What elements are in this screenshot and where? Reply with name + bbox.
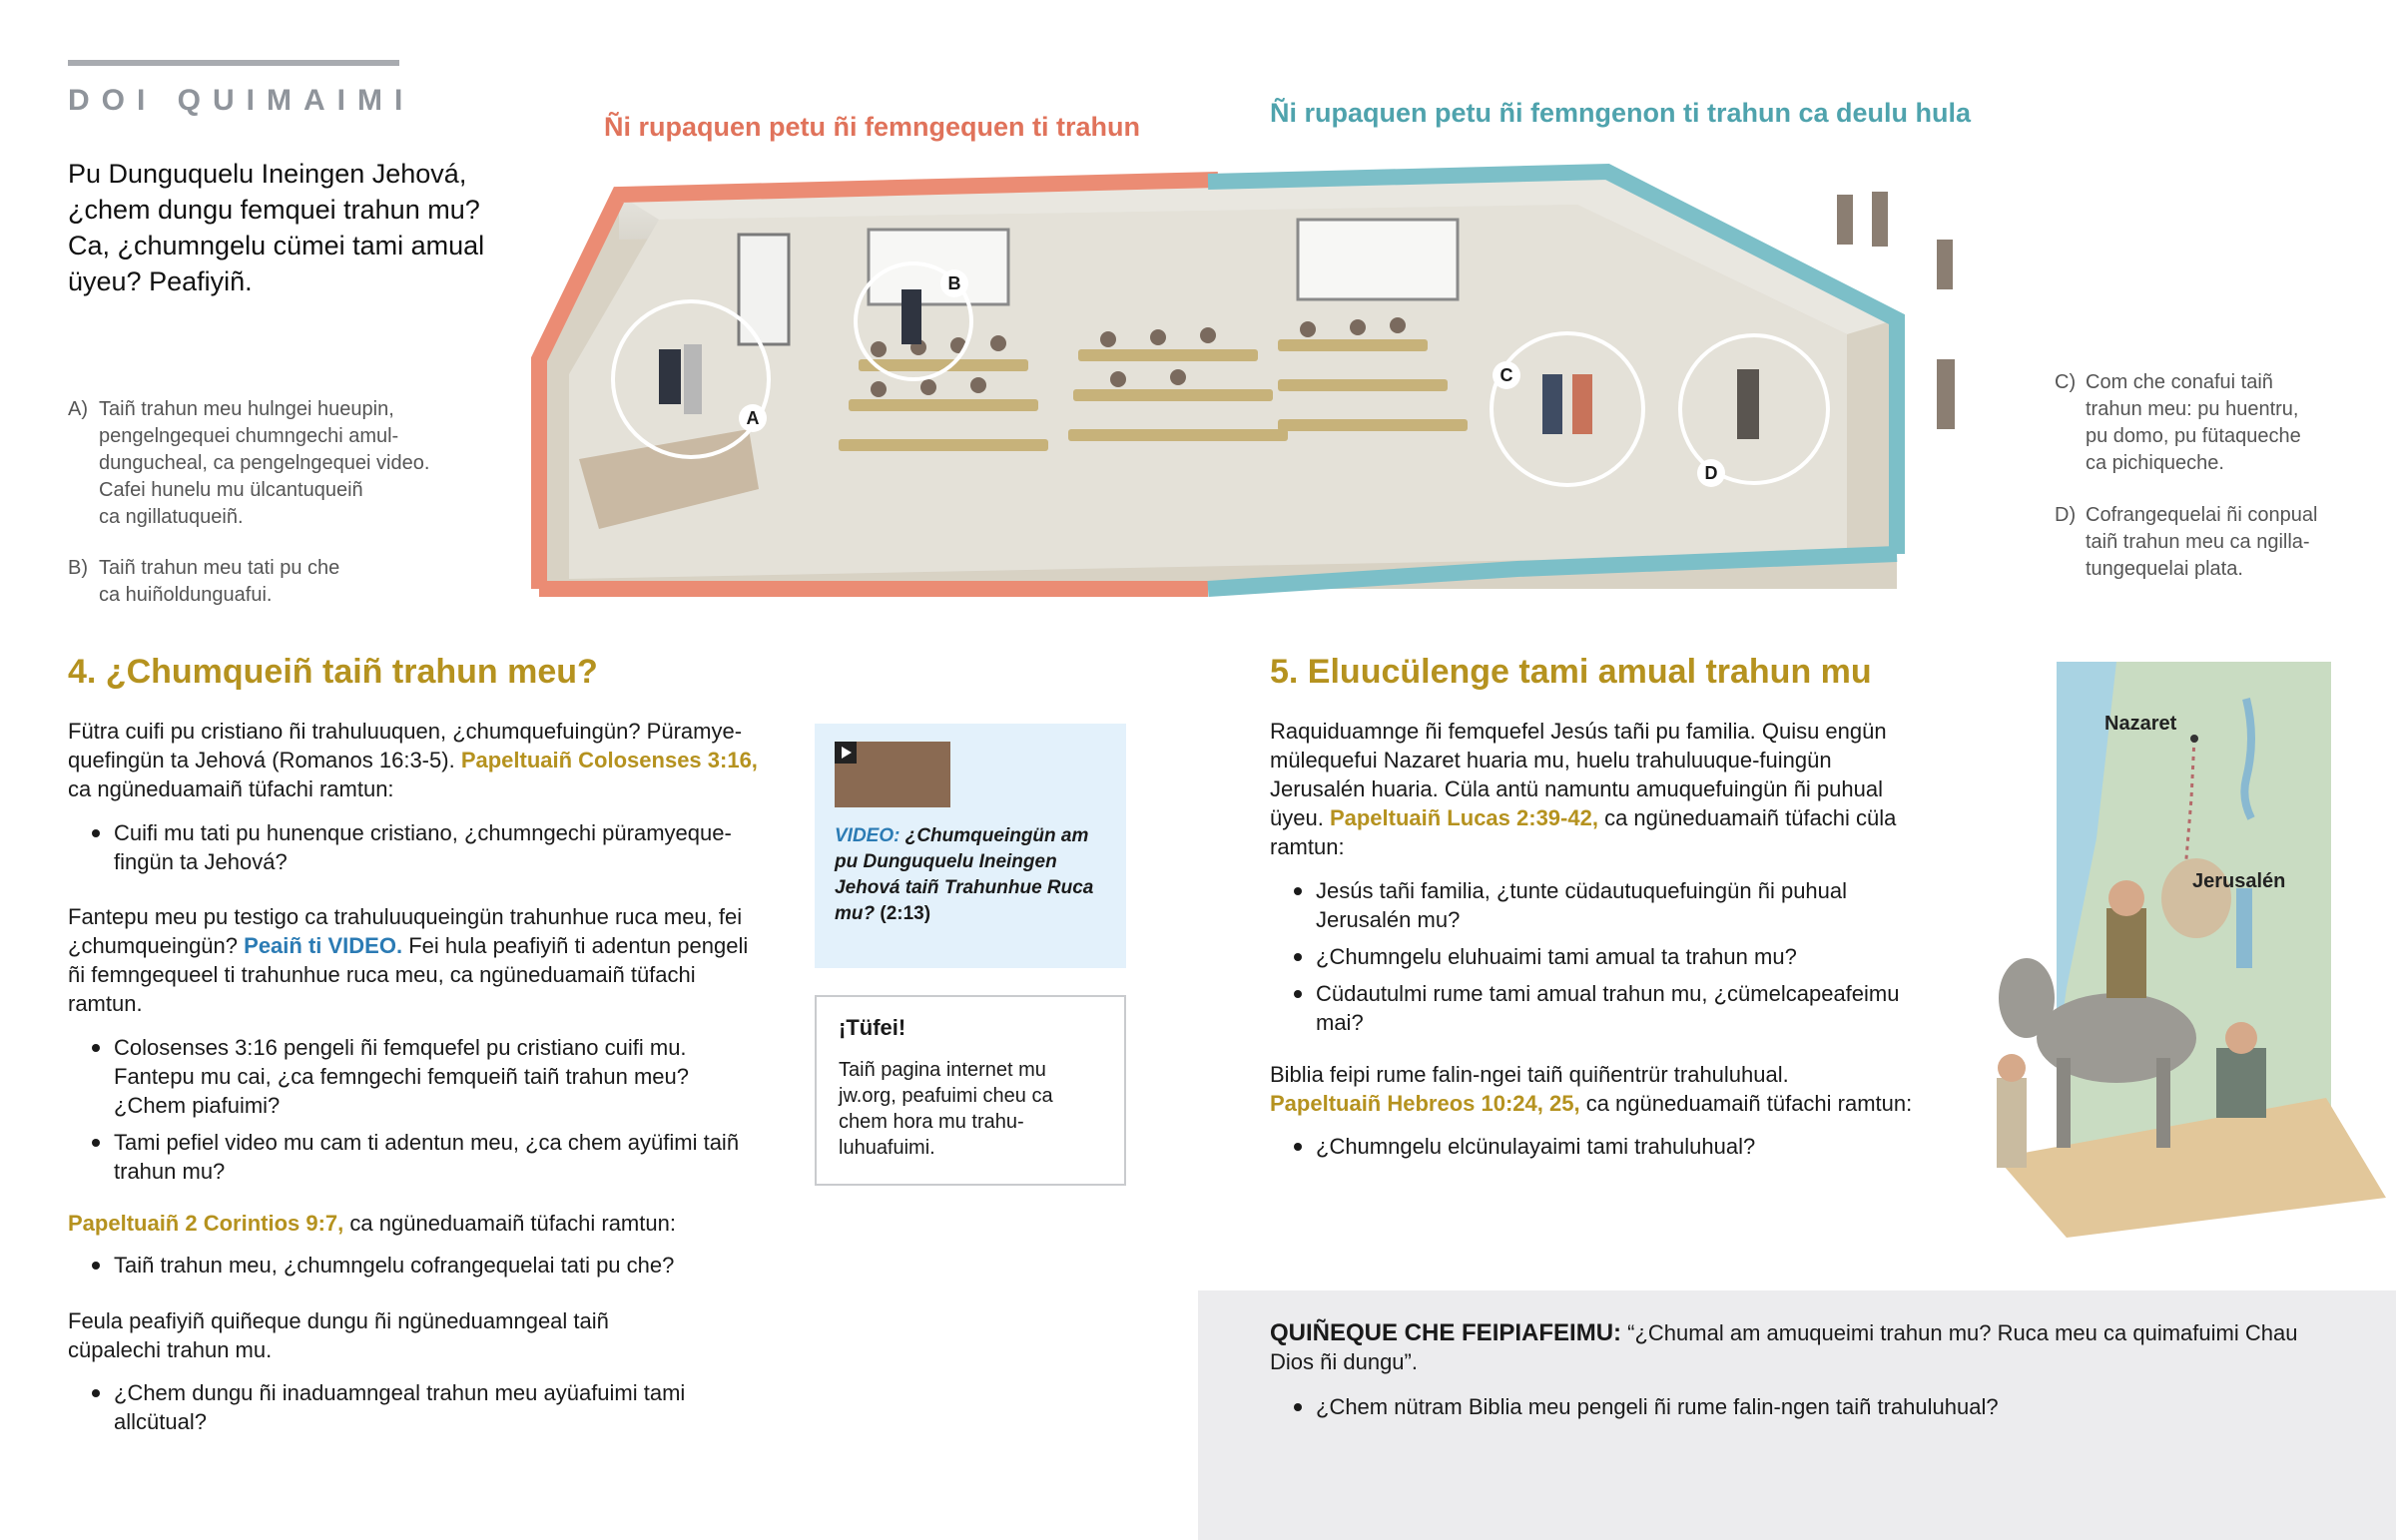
caption-line: pu domo, pu fütaqueche <box>2086 425 2301 447</box>
marker-d: D <box>1697 459 1725 487</box>
section5-paragraph-1 <box>1270 717 1929 861</box>
caption-letter: C) <box>2055 371 2077 393</box>
video-box[interactable] <box>815 724 1126 968</box>
video-label: VIDEO: <box>835 825 900 846</box>
caption-d <box>2055 502 2384 583</box>
paragraph-tail: ca ngüneduamaiñ tüfachi ramtun: <box>68 776 394 801</box>
list-item: ¿Chem nütram Biblia meu pengeli ñi rume falin-ngen taiñ trahuluhual? <box>1270 1392 2308 1421</box>
scripture-ref-colossians[interactable]: Papeltuaiñ Colosenses 3:16, <box>460 748 758 772</box>
section4-bullets-2 <box>68 1033 767 1194</box>
kingdom-hall-illustration <box>519 160 1957 609</box>
marker-c: C <box>1493 361 1520 389</box>
section4-paragraph-4: Feula peafiyiñ quiñeque dungu ñi ngüneduamngeal taiñ cüpalechi trahun mu. <box>68 1308 609 1362</box>
scripture-ref-luke[interactable]: Papeltuaiñ Lucas 2:39-42, <box>1329 805 1598 830</box>
section5-paragraph-2 <box>1270 1060 1969 1118</box>
list-item: Cüdautulmi rume tami amual trahun mu, ¿cümelcapeafeimu mai? <box>1270 979 1929 1037</box>
section4-bullets-4 <box>68 1378 687 1444</box>
play-icon[interactable] <box>835 742 857 764</box>
list-item: Tami pefiel video mu cam ti adentun meu, ¿ca chem ayüfimi taiñ trahun mu? <box>68 1128 767 1186</box>
caption-letter: B) <box>68 557 88 579</box>
paragraph-tail: ca ngüneduamaiñ tüfachi ramtun: <box>349 1211 676 1236</box>
section5-title: 5. Eluucülenge tami amual trahun mu <box>1270 653 1872 691</box>
caption-line: ca ngillatuqueiñ. <box>99 506 244 528</box>
objection-bullets <box>1270 1392 2308 1429</box>
journey-illustration <box>1947 659 2386 1238</box>
caption-letter: D) <box>2055 504 2077 526</box>
section4-bullets-3 <box>68 1251 787 1287</box>
section4-title: 4. ¿Chumqueiñ taiñ trahun meu? <box>68 653 598 691</box>
section-label: DOI QUIMAIMI <box>68 84 415 117</box>
section4-paragraph-1 <box>68 717 787 803</box>
scripture-ref-hebrews[interactable]: Papeltuaiñ Hebreos 10:24, 25, <box>1270 1091 1580 1116</box>
paragraph-text: Fantepu meu pu testigo ca trahuluuqueingün trahunhue ruca meu, fei ¿chumqueingün? <box>68 904 743 958</box>
list-item: ¿Chem dungu ñi inaduamngeal trahun meu ayüafuimi tami allcütual? <box>68 1378 687 1436</box>
intro-text: Pu Dunguquelu Ineingen Jehová, ¿chem dungu femquei trahun mu? Ca, ¿chumngelu cümei tami amual üyeu? Peafiyiñ. <box>68 159 485 296</box>
paragraph-tail: ca ngüneduamaiñ tüfachi ramtun: <box>1585 1091 1913 1116</box>
paragraph-line: quefingün ta Jehová (Romanos 16:3-5). <box>68 748 455 772</box>
caption-a <box>68 396 487 531</box>
caption-line: Taiñ trahun meu hulngei hueupin, <box>99 398 394 420</box>
video-title: ¿Chumqueingün am pu Dunguquelu Ineingen Jehová taiñ Trahunhue Ruca mu? <box>835 825 1094 924</box>
list-item: Colosenses 3:16 pengeli ñi femquefel pu cristiano cuifi mu. Fantepu mu cai, ¿ca femngechi femqueiñ taiñ trahun meu? ¿Chem piafuimi? <box>68 1033 767 1120</box>
caption-line: pengelngequei chumngechi amul- <box>99 425 399 447</box>
caption-line: Cafei hunelu mu ülcantuqueiñ <box>99 479 363 501</box>
caption-line: ca pichiqueche. <box>2086 452 2224 474</box>
objection-text <box>1270 1318 2308 1376</box>
caption-c <box>2055 369 2384 477</box>
video-duration: (2:13) <box>880 903 931 924</box>
section5-bullets-1 <box>1270 876 1929 1045</box>
caption-line: Com che conafui taiñ <box>2086 371 2273 393</box>
caption-line: tungequelai plata. <box>2086 558 2243 580</box>
paragraph-tail: ca ngüneduamaiñ tüfachi cüla ramtun: <box>1270 805 1897 859</box>
caption-b <box>68 555 487 609</box>
scripture-ref-corinthians[interactable]: Papeltuaiñ 2 Corintios 9:7, <box>68 1211 344 1236</box>
caption-line: taiñ trahun meu ca ngilla- <box>2086 531 2310 553</box>
tip-text: Taiñ pagina internet mu jw.org, peafuimi cheu ca chem hora mu trahu-luhuafuimi. <box>839 1059 1053 1159</box>
paragraph-line: Fütra cuifi pu cristiano ñi trahuluuquen, ¿chumquefuingün? Püramye- <box>68 719 743 744</box>
caption-line: dungucheal, ca pengelngequei video. <box>99 452 430 474</box>
video-link[interactable]: Peaiñ ti VIDEO. <box>244 933 403 958</box>
list-item: ¿Chumngelu elcünulayaimi tami trahuluhual? <box>1270 1132 1929 1161</box>
list-item: Taiñ trahun meu, ¿chumngelu cofrangequelai tati pu che? <box>68 1251 787 1280</box>
paragraph-text: Fei hula peafiyiñ ti adentun pengeli ñi femngequeel ti trahunhue ruca meu, ca ngüneduamaiñ tüfachi ramtun. <box>68 933 749 1016</box>
video-caption <box>835 823 1114 927</box>
caption-line: trahun meu: pu huentru, <box>2086 398 2299 420</box>
section4-paragraph-2 <box>68 902 767 1018</box>
map-label-jerusalem: Jerusalén <box>2192 870 2286 892</box>
objection-label: QUIÑEQUE CHE FEIPIAFEIMU: <box>1270 1319 1622 1346</box>
marker-b: B <box>940 269 968 297</box>
objection-box <box>1198 1290 2396 1540</box>
paragraph-text: Biblia feipi rume falin-ngei taiñ quiñentrür trahuluhual. <box>1270 1062 1789 1087</box>
list-item: ¿Chumngelu eluhuaimi tami amual ta trahun mu? <box>1270 942 1929 971</box>
section4-bullets-1 <box>68 818 787 884</box>
caption-line: Taiñ trahun meu tati pu che <box>99 557 340 579</box>
list-item: Jesús tañi familia, ¿tunte cüdautuquefuingün ñi puhual Jerusalén mu? <box>1270 876 1929 934</box>
marker-a: A <box>739 404 767 432</box>
tip-title: ¡Tüfei! <box>839 1015 906 1040</box>
caption-line: Cofrangequelai ñi conpual <box>2086 504 2318 526</box>
map-label-nazareth: Nazaret <box>2104 713 2177 735</box>
section-divider <box>68 60 399 66</box>
objection-quote: “¿Chumal am amuqueimi trahun mu? Ruca meu ca quimafuimi Chau Dios ñi dungu”. <box>1270 1320 2298 1374</box>
section5-bullets-2 <box>1270 1132 1929 1169</box>
paragraph-text: Raquiduamnge ñi femquefel Jesús tañi pu familia. Quisu engün mülequefui Nazaret huaria mu, huelu trahuluuque-fuingün Jerusalén huaria. Cüla antü namuntu amuquefuingün ñi puhual üyeu. <box>1270 719 1887 830</box>
section4-paragraph-3 <box>68 1209 787 1238</box>
caption-letter: A) <box>68 398 88 420</box>
caption-line: ca huiñoldunguafui. <box>99 584 273 606</box>
tip-box <box>815 995 1126 1186</box>
list-item: Cuifi mu tati pu hunenque cristiano, ¿chumngechi püramyeque-fingün ta Jehová? <box>68 818 787 876</box>
illustration-heading-left: Ñi rupaquen petu ñi femngequen ti trahun <box>604 112 1140 142</box>
video-thumbnail[interactable] <box>835 742 950 807</box>
illustration-heading-right: Ñi rupaquen petu ñi femngenon ti trahun ca deulu hula <box>1270 98 1972 128</box>
